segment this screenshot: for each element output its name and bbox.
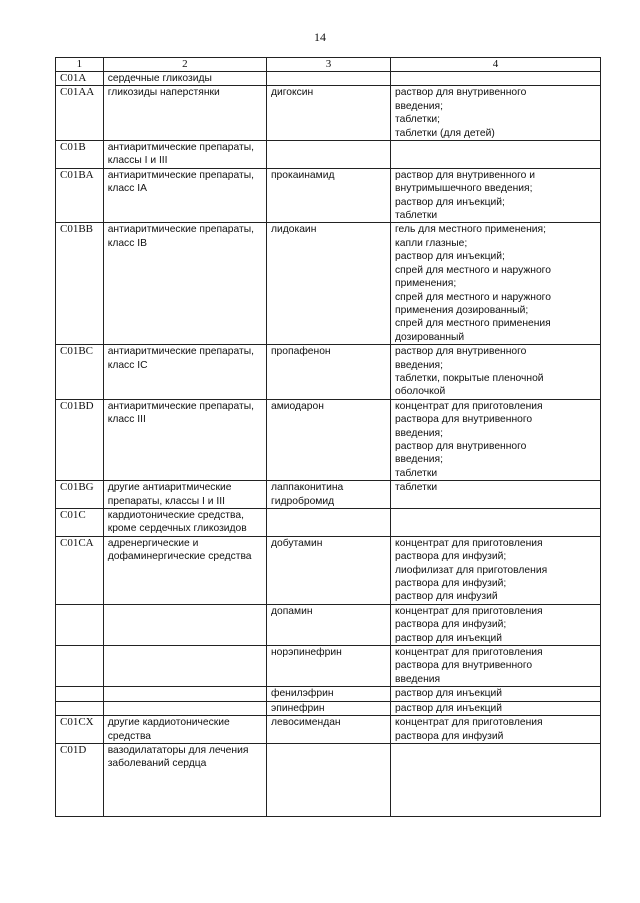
- dosage-forms-cell: [391, 345, 601, 400]
- dosage-forms-cell-line: раствор для внутривенного и: [395, 169, 536, 181]
- dosage-forms-cell-line: раствор для инфузий: [395, 591, 498, 603]
- table-row: [56, 399, 601, 480]
- dosage-forms-cell-line: концентрат для приготовления: [395, 537, 543, 549]
- dosage-forms-cell: [391, 399, 601, 480]
- group-name-cell: [103, 687, 266, 701]
- dosage-forms-cell-line: таблетки;: [395, 114, 441, 126]
- drug-name-cell: [266, 716, 390, 744]
- atc-code-cell: C01BG: [56, 481, 104, 509]
- group-name-cell-line: кроме сердечных гликозидов: [107, 523, 247, 535]
- drug-name-cell-line: эпинефрин: [270, 702, 325, 714]
- atc-code-cell: [56, 687, 104, 701]
- group-name-cell: [103, 72, 266, 86]
- group-name-cell: [103, 223, 266, 345]
- atc-code-cell: C01BA: [56, 168, 104, 223]
- drug-name-cell: [266, 223, 390, 345]
- group-name-cell: [103, 536, 266, 604]
- atc-code-cell: C01D: [56, 743, 104, 816]
- column-header: 3: [266, 58, 390, 72]
- group-name-cell: [103, 481, 266, 509]
- dosage-forms-cell-line: раствора для инфузий;: [395, 551, 507, 563]
- drug-classification-table: [55, 57, 601, 817]
- dosage-forms-cell: [391, 687, 601, 701]
- dosage-forms-cell: [391, 536, 601, 604]
- group-name-cell-line: сердечные гликозиды: [107, 73, 212, 84]
- dosage-forms-cell-line: спрей для местного и наружного: [395, 264, 551, 276]
- group-name-cell-line: средства: [107, 730, 152, 742]
- dosage-forms-cell-line: введения: [395, 673, 441, 685]
- atc-code-cell: [56, 604, 104, 645]
- group-name-cell: [103, 716, 266, 744]
- group-name-cell-line: вазодилататоры для лечения: [107, 744, 249, 756]
- group-name-cell-line: класс IA: [107, 183, 147, 195]
- dosage-forms-cell-line: применения дозированный;: [395, 304, 529, 316]
- group-name-cell-line: антиаритмические препараты,: [107, 224, 254, 236]
- drug-name-cell: [266, 743, 390, 816]
- dosage-forms-cell-line: таблетки: [395, 210, 438, 222]
- atc-code-cell: C01BD: [56, 399, 104, 480]
- group-name-cell: [103, 86, 266, 141]
- dosage-forms-cell-line: внутримышечного введения;: [395, 183, 533, 195]
- dosage-forms-cell-line: капли глазные;: [395, 237, 468, 249]
- dosage-forms-cell-line: раствор для внутривенного: [395, 440, 527, 452]
- dosage-forms-cell-line: раствор для инъекций;: [395, 196, 505, 208]
- group-name-cell: [103, 743, 266, 816]
- column-header: 1: [56, 58, 104, 72]
- dosage-forms-cell-line: введения;: [395, 359, 443, 371]
- table-row: [56, 141, 601, 169]
- table-row: [56, 86, 601, 141]
- drug-name-cell: [266, 646, 390, 687]
- table-row: [56, 72, 601, 86]
- table-row: [56, 701, 601, 715]
- dosage-forms-cell-line: концентрат для приготовления: [395, 647, 543, 659]
- drug-name-cell-line: амиодарон: [270, 400, 324, 412]
- dosage-forms-cell-line: раствор для инъекций;: [395, 251, 505, 263]
- group-name-cell: [103, 604, 266, 645]
- group-name-cell-line: другие антиаритмические: [107, 482, 232, 494]
- group-name-cell: [103, 399, 266, 480]
- dosage-forms-cell: [391, 743, 601, 816]
- drug-name-cell: [266, 536, 390, 604]
- dosage-forms-cell-line: спрей для местного и наружного: [395, 291, 551, 303]
- group-name-cell-line: классы I и III: [107, 155, 168, 167]
- drug-name-cell-line: левосимендан: [270, 717, 341, 729]
- table-row: [56, 481, 601, 509]
- dosage-forms-cell: [391, 141, 601, 169]
- table-row: [56, 646, 601, 687]
- dosage-forms-cell-line: введения;: [395, 427, 443, 439]
- dosage-forms-cell: [391, 481, 601, 509]
- dosage-forms-cell-line: таблетки (для детей): [395, 127, 495, 139]
- group-name-cell: [103, 701, 266, 715]
- group-name-cell-line: антиаритмические препараты,: [107, 400, 254, 412]
- dosage-forms-cell-line: оболочкой: [395, 386, 446, 398]
- drug-name-cell-line: допамин: [270, 605, 313, 617]
- dosage-forms-cell-line: таблетки: [395, 482, 438, 494]
- atc-code-cell: C01C: [56, 509, 104, 537]
- dosage-forms-cell-line: концентрат для приготовления: [395, 605, 543, 617]
- atc-code-cell: [56, 701, 104, 715]
- table-row: [56, 168, 601, 223]
- atc-code-cell: C01AA: [56, 86, 104, 141]
- group-name-cell-line: класс III: [107, 414, 146, 426]
- dosage-forms-cell-line: спрей для местного применения: [395, 318, 551, 330]
- atc-code-cell: C01BC: [56, 345, 104, 400]
- drug-name-cell: [266, 168, 390, 223]
- dosage-forms-cell: [391, 86, 601, 141]
- atc-code-cell: C01CX: [56, 716, 104, 744]
- dosage-forms-cell-line: применения;: [395, 278, 457, 290]
- table-row: [56, 687, 601, 701]
- dosage-forms-cell-line: концентрат для приготовления: [395, 400, 543, 412]
- drug-name-cell: [266, 141, 390, 169]
- drug-name-cell-line: лидокаин: [270, 224, 317, 236]
- group-name-cell-line: адренергические и: [107, 537, 199, 549]
- dosage-forms-cell: [391, 72, 601, 86]
- drug-name-cell-line: пропафенон: [270, 346, 331, 358]
- group-name-cell-line: заболеваний сердца: [107, 758, 207, 770]
- group-name-cell-line: антиаритмические препараты,: [107, 346, 254, 358]
- group-name-cell-line: антиаритмические препараты,: [107, 169, 254, 181]
- dosage-forms-cell-line: раствора для инфузий: [395, 730, 504, 742]
- group-name-cell-line: дофаминергические средства: [107, 551, 252, 563]
- group-name-cell-line: гликозиды наперстянки: [107, 87, 220, 99]
- group-name-cell-line: класс IC: [107, 359, 148, 371]
- dosage-forms-cell-line: таблетки, покрытые пленочной: [395, 372, 544, 384]
- atc-code-cell: C01A: [56, 72, 104, 86]
- drug-name-cell: [266, 509, 390, 537]
- drug-name-cell: [266, 86, 390, 141]
- drug-name-cell-line: прокаинамид: [270, 169, 335, 181]
- dosage-forms-cell: [391, 701, 601, 715]
- dosage-forms-cell-line: дозированный: [395, 331, 465, 343]
- group-name-cell-line: другие кардиотонические: [107, 717, 230, 729]
- group-name-cell: [103, 141, 266, 169]
- dosage-forms-cell-line: таблетки: [395, 467, 438, 479]
- group-name-cell: [103, 509, 266, 537]
- dosage-forms-cell: [391, 223, 601, 345]
- dosage-forms-cell: [391, 716, 601, 744]
- dosage-forms-cell: [391, 646, 601, 687]
- drug-name-cell: [266, 345, 390, 400]
- table-row: [56, 743, 601, 816]
- dosage-forms-cell: [391, 509, 601, 537]
- table-row: [56, 223, 601, 345]
- dosage-forms-cell-line: введения;: [395, 454, 443, 466]
- page-number: 14: [314, 30, 326, 44]
- group-name-cell: [103, 646, 266, 687]
- drug-name-cell: [266, 701, 390, 715]
- dosage-forms-cell-line: концентрат для приготовления: [395, 717, 543, 729]
- drug-name-cell-line: норэпинефрин: [270, 647, 342, 659]
- atc-code-cell: C01CA: [56, 536, 104, 604]
- dosage-forms-cell: [391, 168, 601, 223]
- drug-name-cell-line: лаппаконитина: [270, 482, 344, 494]
- atc-code-cell: C01B: [56, 141, 104, 169]
- column-header: 4: [391, 58, 601, 72]
- dosage-forms-cell-line: введения;: [395, 100, 443, 112]
- table-body: [56, 72, 601, 817]
- group-name-cell-line: антиаритмические препараты,: [107, 142, 254, 154]
- dosage-forms-cell: [391, 604, 601, 645]
- table-row: [56, 604, 601, 645]
- atc-code-cell: C01BB: [56, 223, 104, 345]
- table-header-row: [56, 58, 601, 72]
- group-name-cell: [103, 345, 266, 400]
- dosage-forms-cell-line: раствор для инъекций: [395, 688, 502, 700]
- dosage-forms-cell-line: раствор для инъекций: [395, 702, 502, 714]
- dosage-forms-cell-line: раствор для инъекций: [395, 632, 502, 644]
- dosage-forms-cell-line: раствор для внутривенного: [395, 346, 527, 358]
- atc-code-cell: [56, 646, 104, 687]
- drug-name-cell: [266, 399, 390, 480]
- drug-name-cell: [266, 72, 390, 86]
- table-row: [56, 536, 601, 604]
- drug-name-cell: [266, 687, 390, 701]
- drug-name-cell: [266, 604, 390, 645]
- dosage-forms-cell-line: раствора для внутривенного: [395, 660, 533, 672]
- drug-name-cell-line: добутамин: [270, 537, 323, 549]
- dosage-forms-cell-line: раствора для инфузий;: [395, 619, 507, 631]
- table-row: [56, 509, 601, 537]
- group-name-cell-line: класс IB: [107, 237, 147, 249]
- dosage-forms-cell-line: раствора для инфузий;: [395, 578, 507, 590]
- dosage-forms-cell-line: лиофилизат для приготовления: [395, 564, 548, 576]
- drug-name-cell-line: дигоксин: [270, 87, 314, 99]
- table-row: [56, 345, 601, 400]
- dosage-forms-cell-line: раствора для внутривенного: [395, 414, 533, 426]
- dosage-forms-cell-line: гель для местного применения;: [395, 224, 546, 236]
- group-name-cell-line: препараты, классы I и III: [107, 495, 225, 507]
- column-header: 2: [103, 58, 266, 72]
- table-row: [56, 716, 601, 744]
- drug-name-cell-line: гидробромид: [270, 495, 335, 507]
- drug-name-cell: [266, 481, 390, 509]
- dosage-forms-cell-line: раствор для внутривенного: [395, 87, 527, 99]
- group-name-cell-line: кардиотонические средства,: [107, 510, 244, 521]
- group-name-cell: [103, 168, 266, 223]
- drug-name-cell-line: фенилэфрин: [270, 688, 334, 700]
